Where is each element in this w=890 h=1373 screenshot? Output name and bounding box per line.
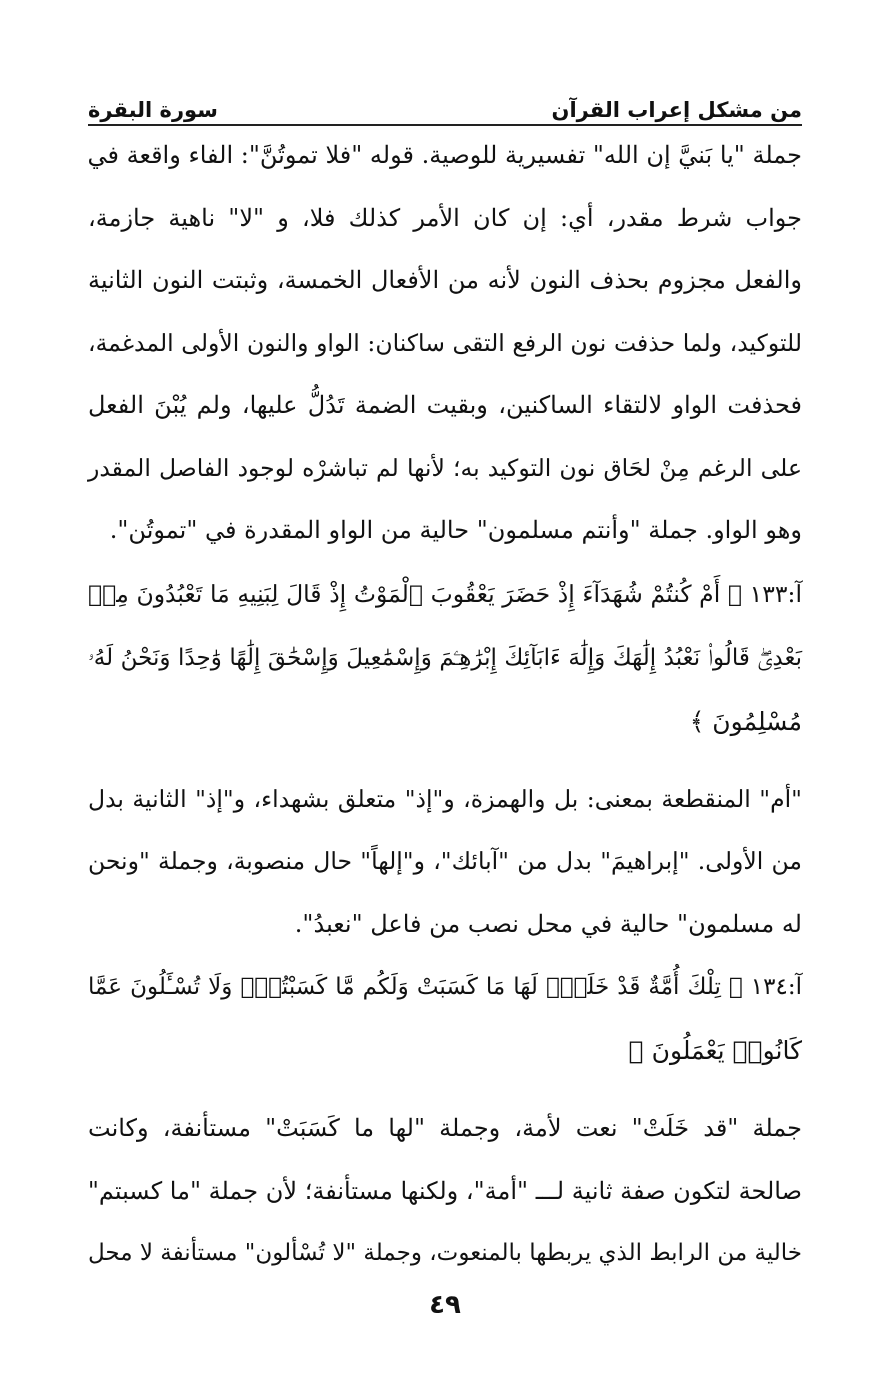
text-line: فحذفت الواو لالتقاء الساكنين، وبقيت الضمة تَدُلُّ عليها، ولم يُبْنَ الفعل	[88, 391, 802, 419]
verse-line: كَانُوا۟ يَعْمَلُونَ ﴾	[628, 1036, 802, 1065]
book-title: من مشكل إعراب القرآن	[551, 98, 802, 122]
text-line: وهو الواو. جملة "وأنتم مسلمون" حالية من الواو المقدرة في "تموتُن".	[109, 516, 802, 544]
commentary-paragraph-2	[88, 768, 802, 956]
quran-verse-133	[88, 562, 802, 754]
page-body	[88, 124, 802, 1285]
text-line: له مسلمون" حالية في محل نصب من فاعل "نعبدُ".	[294, 909, 802, 938]
verse-line: بَعْدِىۖ قَالُوا۟ نَعْبُدُ إِلَٰهَكَ وَإِلَٰهَ ءَابَآئِكَ إِبْرَٰهِـۧمَ وَإِسْمَٰعِيلَ وَإِسْحَٰقَ إِلَٰهًا وَٰحِدًا وَنَحْنُ لَهُۥ	[88, 644, 802, 671]
text-line: للتوكيد، ولما حذفت نون الرفع التقى ساكنان: الواو والنون الأولى المدغمة،	[88, 328, 802, 357]
text-line: من الأولى. "إبراهيمَ" بدل من "آبائك"، و"إلهاً" حال منصوبة، وجملة "ونحن	[88, 847, 802, 875]
text-line: على الرغم مِنْ لحَاق نون التوكيد به؛ لأنها لم تباشرْه لوجود الفاصل المقدر	[88, 453, 802, 482]
page-number: ٤٩	[429, 1290, 461, 1320]
text-line: والفعل مجزوم بحذف النون لأنه من الأفعال الخمسة، وثبتت النون الثانية	[88, 266, 802, 294]
page-header	[88, 86, 802, 126]
text-line: جواب شرط مقدر، أي: إن كان الأمر كذلك فلا، و "لا" ناهية جازمة،	[88, 203, 802, 232]
surah-title: سورة البقرة	[88, 98, 218, 122]
text-line: جملة "يا بَنيَّ إن الله" تفسيرية للوصية. قوله "فلا تموتُنَّ": الفاء واقعة في	[87, 141, 802, 169]
commentary-paragraph-3	[88, 1097, 802, 1285]
commentary-paragraph-1	[88, 124, 802, 562]
verse-line: مُسْلِمُونَ ﴾	[689, 706, 802, 736]
text-line: جملة "قد خَلَتْ" نعت لأمة، وجملة "لها ما كَسَبَتْ" مستأنفة، وكانت	[88, 1114, 802, 1142]
text-line: "أم" المنقطعة بمعنى: بل والهمزة، و"إذ" متعلق بشهداء، و"إذ" الثانية بدل	[88, 784, 802, 813]
verse-line: آ:١٣٣ ﴿ أَمْ كُنتُمْ شُهَدَآءَ إِذْ حَضَرَ يَعْقُوبَ ٱلْمَوْتُ إِذْ قَالَ لِبَنِيهِ مَا تَعْبُدُونَ مِنۢ	[88, 579, 802, 608]
verse-line: آ:١٣٤ ﴿ تِلْكَ أُمَّةٌ قَدْ خَلَتْۖ لَهَا مَا كَسَبَتْ وَلَكُم مَّا كَسَبْتُمْۖ وَلَا تُسْـَٔلُونَ عَمَّا	[88, 974, 802, 1000]
text-line: صالحة لتكون صفة ثانية لـــ "أمة"، ولكنها مستأنفة؛ لأن جملة "ما كسبتم"	[87, 1176, 802, 1205]
text-line: خالية من الرابط الذي يربطها بالمنعوت، وجملة "لا تُسْألون" مستأنفة لا محل	[87, 1240, 802, 1266]
quran-verse-134	[88, 955, 802, 1083]
